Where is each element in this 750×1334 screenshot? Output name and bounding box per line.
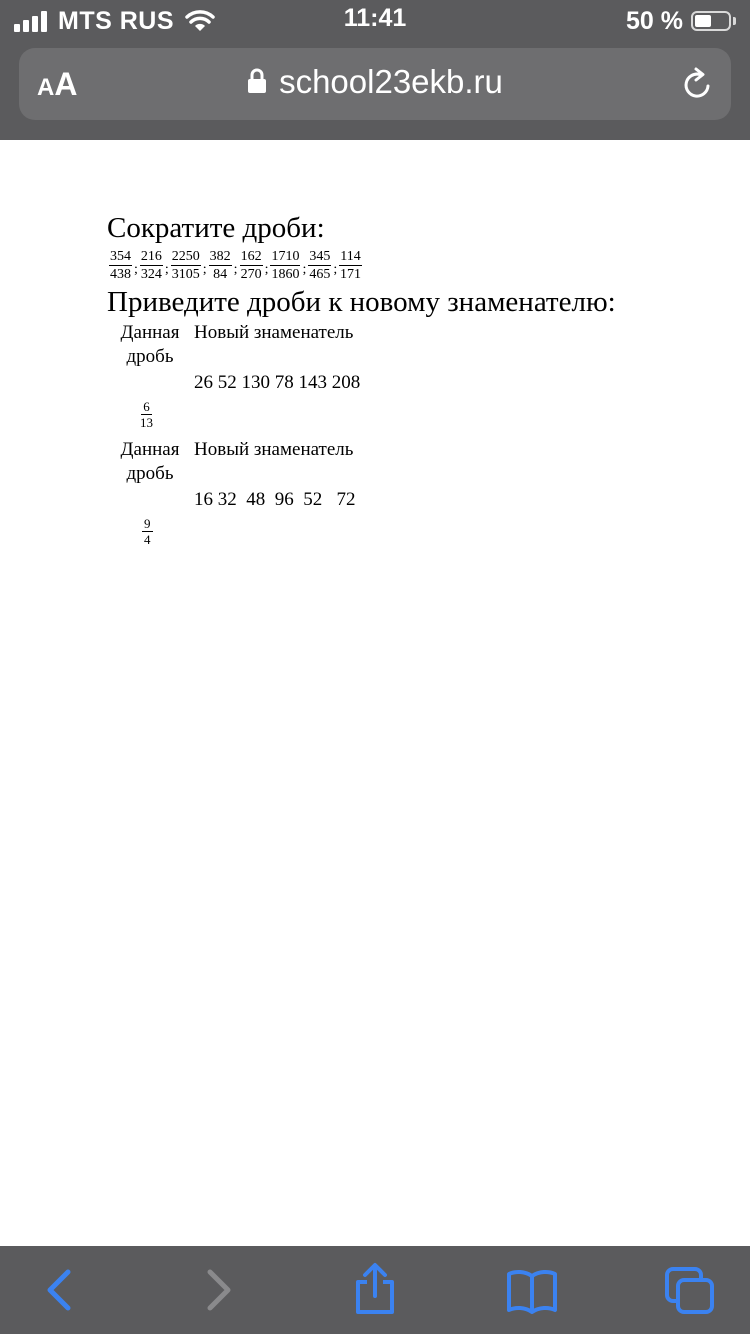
text-size-big-label: A [54,66,78,102]
fraction-numerator: 2250 [171,249,200,264]
fraction-numerator: 114 [340,249,361,264]
heading-reduce-fractions: Сократите дроби: [107,212,325,244]
fraction-separator: ; [264,261,269,277]
fraction [239,248,264,283]
lock-icon [247,68,267,94]
text-size-small-label: A [37,74,55,101]
table1-fraction-denominator: 13 [140,415,153,430]
fraction-numerator: 345 [309,249,331,264]
fraction-separator: ; [134,261,138,277]
fraction-numerator: 216 [140,249,162,264]
forward-chevron-icon[interactable] [200,1266,236,1314]
battery-percent: 50 % [626,6,683,35]
fractions-row [108,248,363,283]
fraction-denominator: 171 [339,267,361,282]
battery-level [695,15,711,27]
fraction-numerator: 382 [209,249,231,264]
table2-fraction-numerator: 9 [144,516,151,531]
table1-denominator-values: 26 52 130 78 143 208 [194,372,361,393]
fraction-separator: ; [164,261,169,277]
status-right [626,6,736,36]
browser-toolbar [0,1246,750,1334]
reload-icon[interactable] [681,66,715,102]
fraction-separator: ; [233,261,238,277]
table2-fraction [142,516,153,548]
tabs-icon[interactable] [664,1266,716,1316]
fraction-numerator: 354 [110,249,131,264]
fraction-numerator: 162 [240,249,262,264]
carrier-name: MTS RUS [58,6,174,35]
table2-col-given-fraction: Данная дробь [120,439,180,484]
table2-col-new-denominator: Новый знаменатель [194,439,354,460]
address-bar[interactable] [19,48,731,120]
table1-fraction [140,399,153,431]
fraction [108,248,133,283]
clock: 11:41 [343,4,407,32]
table1-col-given-fraction: Данная дробь [120,322,180,367]
fraction [208,248,233,283]
fraction-denominator: 3105 [171,267,200,282]
fraction-denominator: 324 [140,267,162,282]
fraction-denominator: 438 [110,267,131,282]
fraction-separator: ; [202,261,207,277]
page-content [0,140,750,1246]
table1-fraction-numerator: 6 [143,399,150,414]
fraction [139,248,164,283]
browser-chrome [0,0,750,140]
fraction-denominator: 84 [213,267,228,282]
battery-cap [733,17,736,25]
back-chevron-icon[interactable] [42,1266,78,1314]
fraction [338,248,362,283]
fraction-denominator: 465 [309,267,331,282]
url-text: school23ekb.ru [279,63,503,100]
battery-icon [691,11,731,31]
fraction-numerator: 1710 [271,249,300,264]
fraction-separator: ; [302,261,307,277]
share-icon[interactable] [352,1262,398,1316]
fraction [307,248,332,283]
fraction-denominator: 1860 [271,267,300,282]
fraction [269,248,301,283]
heading-new-denominator: Приведите дроби к новому знаменателю: [107,286,616,318]
table2-fraction-denominator: 4 [144,532,151,547]
url-display[interactable] [19,63,731,101]
table1-col-new-denominator: Новый знаменатель [194,322,354,343]
fraction [170,248,202,283]
bookmarks-icon[interactable] [505,1268,559,1314]
fraction-denominator: 270 [240,267,262,282]
table2-denominator-values: 16 32 48 96 52 72 [194,489,356,510]
fraction-separator: ; [333,261,338,277]
